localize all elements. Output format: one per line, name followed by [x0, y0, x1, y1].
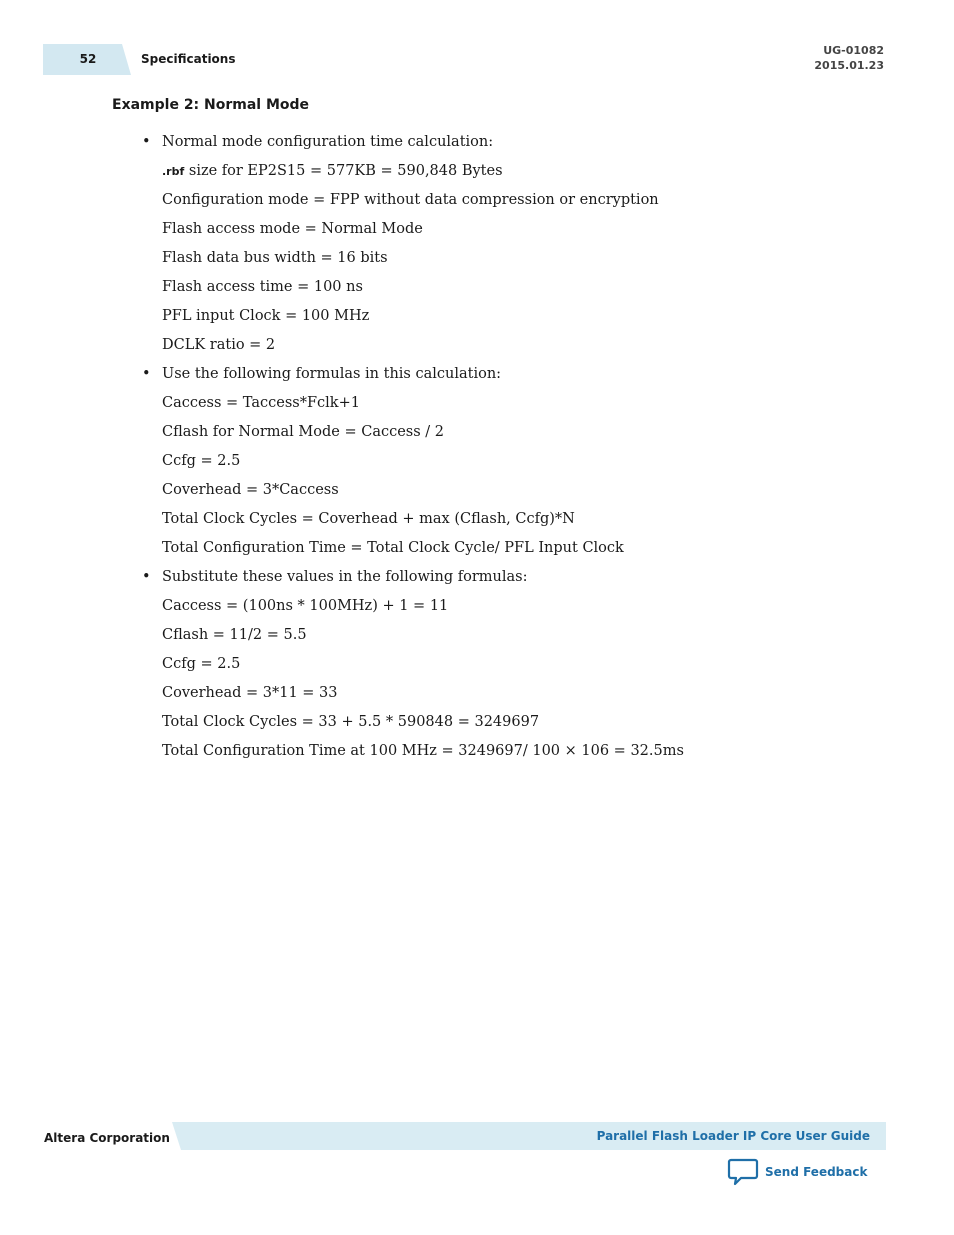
- line-text: Caccess = (100ns * 100MHz) + 1 = 11: [162, 598, 449, 614]
- example-title: Example 2: Normal Mode: [112, 97, 310, 113]
- line-text: Use the following formulas in this calculation:: [162, 366, 502, 382]
- calculation-line: [162, 449, 862, 478]
- calculation-line: [162, 739, 862, 768]
- bullet-item: [142, 130, 862, 159]
- calculation-line: [162, 304, 862, 333]
- send-feedback-link[interactable]: [727, 1158, 867, 1186]
- calculation-line: [162, 710, 862, 739]
- line-text: Substitute these values in the following formulas:: [162, 569, 528, 585]
- calculation-content: [142, 130, 862, 768]
- calculation-line: [162, 391, 862, 420]
- line-text: Flash access time = 100 ns: [162, 279, 363, 295]
- document-id-block: [814, 43, 884, 73]
- calculation-line: [162, 246, 862, 275]
- calculation-line: [162, 333, 862, 362]
- bullet-marker: •: [142, 569, 151, 585]
- line-text: Coverhead = 3*Caccess: [162, 482, 339, 498]
- line-text: Flash access mode = Normal Mode: [162, 221, 423, 237]
- line-text: Cflash = 11/2 = 5.5: [162, 627, 307, 643]
- calculation-line: [162, 275, 862, 304]
- calculation-line: [162, 594, 862, 623]
- line-text: PFL input Clock = 100 MHz: [162, 308, 370, 324]
- calculation-line: [162, 420, 862, 449]
- line-text: Total Clock Cycles = Coverhead + max (Cflash, Ccfg)*N: [162, 511, 575, 527]
- calculation-line: [162, 159, 862, 188]
- speech-bubble-icon: [727, 1158, 759, 1186]
- send-feedback-label[interactable]: Send Feedback: [765, 1165, 868, 1179]
- calculation-line: [162, 478, 862, 507]
- line-text: Normal mode configuration time calculation:: [162, 134, 494, 150]
- section-title: Specifications: [141, 52, 236, 66]
- calculation-line: [162, 188, 862, 217]
- line-text: Ccfg = 2.5: [162, 453, 241, 469]
- line-text: Cflash for Normal Mode = Caccess / 2: [162, 424, 445, 440]
- calculation-line: [162, 536, 862, 565]
- line-text: Total Clock Cycles = 33 + 5.5 * 590848 = 3249697: [162, 714, 540, 730]
- line-text: size for EP2S15 = 577KB = 590,848 Bytes: [184, 163, 503, 179]
- bullet-item: [142, 565, 862, 594]
- calculation-line: [162, 217, 862, 246]
- line-text: Caccess = Taccess*Fclk+1: [162, 395, 360, 411]
- company-name: Altera Corporation: [44, 1131, 170, 1145]
- document-id: UG-01082: [823, 44, 884, 57]
- bullet-marker: •: [142, 134, 151, 150]
- line-text: Configuration mode = FPP without data compression or encryption: [162, 192, 659, 208]
- calculation-line: [162, 507, 862, 536]
- guide-title[interactable]: Parallel Flash Loader IP Core User Guide: [596, 1129, 870, 1143]
- line-text: Coverhead = 3*11 = 33: [162, 685, 338, 701]
- calculation-line: [162, 623, 862, 652]
- document-date: 2015.01.23: [814, 59, 884, 72]
- calculation-line: [162, 652, 862, 681]
- page-number: 52: [79, 52, 97, 66]
- line-text: Total Configuration Time at 100 MHz = 3249697/ 100 × 106 = 32.5ms: [162, 743, 684, 759]
- line-text: Flash data bus width = 16 bits: [162, 250, 388, 266]
- bullet-marker: •: [142, 366, 151, 382]
- line-text: Total Configuration Time = Total Clock Cycle/ PFL Input Clock: [162, 540, 624, 556]
- line-text: DCLK ratio = 2: [162, 337, 276, 353]
- file-extension-code: .rbf: [162, 165, 185, 178]
- bullet-item: [142, 362, 862, 391]
- calculation-line: [162, 681, 862, 710]
- line-text: Ccfg = 2.5: [162, 656, 241, 672]
